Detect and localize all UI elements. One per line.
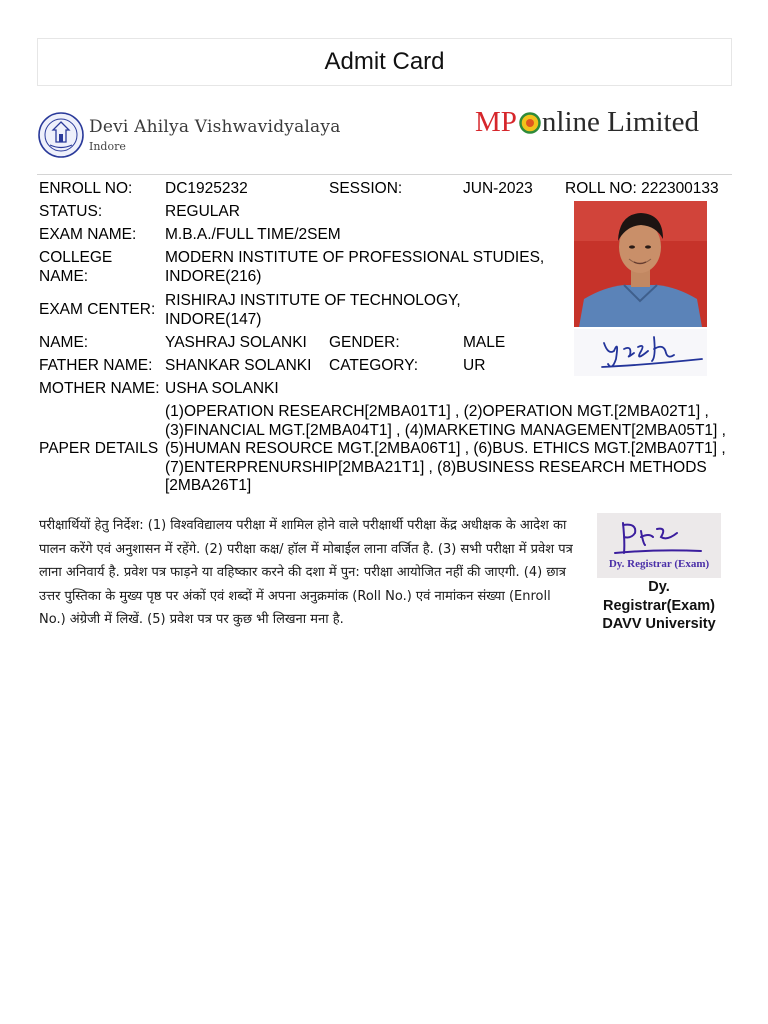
name-label: NAME: xyxy=(39,334,89,351)
enroll-label: ENROLL NO: xyxy=(39,180,133,197)
status-value: REGULAR xyxy=(165,203,240,220)
mponline-suffix: nline Limited xyxy=(541,106,699,138)
university-name: Devi Ahilya Vishwavidyalaya xyxy=(89,116,341,137)
university-city: Indore xyxy=(89,139,126,153)
exam-name-label: EXAM NAME: xyxy=(39,226,137,243)
registrar-signature-stamp xyxy=(597,513,721,578)
candidate-photo xyxy=(574,201,707,327)
paper-details-label: PAPER DETAILS xyxy=(39,440,159,457)
university-seal-icon xyxy=(38,112,84,158)
header-divider xyxy=(37,174,732,175)
exam-instructions: परीक्षार्थियों हेतु निर्देश: (1) विश्वविद्यालय परीक्षा में शामिल होने वाले परीक्षार्थी परीक्षा केंद्र अधीक्षक के आदेश का पालन करेंगे एवं अनुशासन में रहेंगे. (2) परीक्षा कक्ष/ हॉल में मोबाईल लाना वर्जित है. (3) सभी परीक्षा में प्रवेश पत्र लाना अनिवार्य है. प्रवेश पत्र फाड़ने या वहिष्कार करने की दशा में पुन: परीक्षा आयोजित नहीं की जाएगी. (4) छात्र उत्तर पुस्तिका के मुख्य पृष्ठ पर अंकों एवं शब्दों में अपना अनुक्रमांक (Roll No.) एवं नामांकन संख्या (Enroll No.) अंग्रेजी में लिखें. (5) प्रवेश पत्र पर कुछ भी लिखना मना है. xyxy=(39,518,573,627)
mponline-o-icon xyxy=(519,112,541,134)
enroll-value: DC1925232 xyxy=(165,180,248,197)
college-label-line1: COLLEGE xyxy=(39,249,113,266)
mother-name-value: USHA SOLANKI xyxy=(165,380,279,397)
registrar-stamp-text: Dy. Registrar (Exam) xyxy=(608,558,710,570)
category-label: CATEGORY: xyxy=(329,357,419,374)
name-value: YASHRAJ SOLANKI xyxy=(165,334,307,351)
exam-center-value: RISHIRAJ INSTITUTE OF TECHNOLOGY, INDORE(147) xyxy=(165,292,461,328)
session-value: JUN-2023 xyxy=(463,180,533,197)
category-value: UR xyxy=(463,357,486,374)
college-label-line2: NAME: xyxy=(39,268,89,285)
status-label: STATUS: xyxy=(39,203,103,220)
roll-number: ROLL NO: 222300133 xyxy=(565,180,719,197)
registrar-line2: Registrar(Exam) xyxy=(602,597,715,614)
mponline-prefix: MP xyxy=(475,106,517,138)
mponline-logo xyxy=(475,106,699,139)
paper-details-value: (1)OPERATION RESEARCH[2MBA01T1] , (2)OPERATION MGT.[2MBA02T1] , (3)FINANCIAL MGT.[2MBA04T1] , (4)MARKETING MANAGEMENT[2MBA05T1] , (5)HUMAN RESOURCE MGT.[2MBA06T1] , (6)BUS. ETHICS MGT.[2MBA07T1] , (7)ENTERPRENURSHIP[2MBA21T1] , (8)BUSINESS RESEARCH METHODS [2MBA26T1] xyxy=(165,403,726,494)
registrar-label xyxy=(590,578,728,634)
registrar-line1: Dy. xyxy=(648,579,670,595)
exam-name-value: M.B.A./FULL TIME/2SEM xyxy=(165,226,341,243)
gender-value: MALE xyxy=(463,334,506,351)
mother-name-label: MOTHER NAME: xyxy=(39,380,160,397)
university-logo xyxy=(38,112,341,158)
candidate-signature xyxy=(574,329,707,376)
session-label: SESSION: xyxy=(329,180,403,197)
father-name-label: FATHER NAME: xyxy=(39,357,153,374)
father-name-value: SHANKAR SOLANKI xyxy=(165,357,312,374)
registrar-line3: DAVV University xyxy=(602,616,716,632)
page-title: Admit Card xyxy=(324,48,445,75)
gender-label: GENDER: xyxy=(329,334,400,351)
college-value: MODERN INSTITUTE OF PROFESSIONAL STUDIES, INDORE(216) xyxy=(165,249,545,285)
exam-center-label: EXAM CENTER: xyxy=(39,301,156,318)
admit-card-title-box xyxy=(37,38,732,86)
